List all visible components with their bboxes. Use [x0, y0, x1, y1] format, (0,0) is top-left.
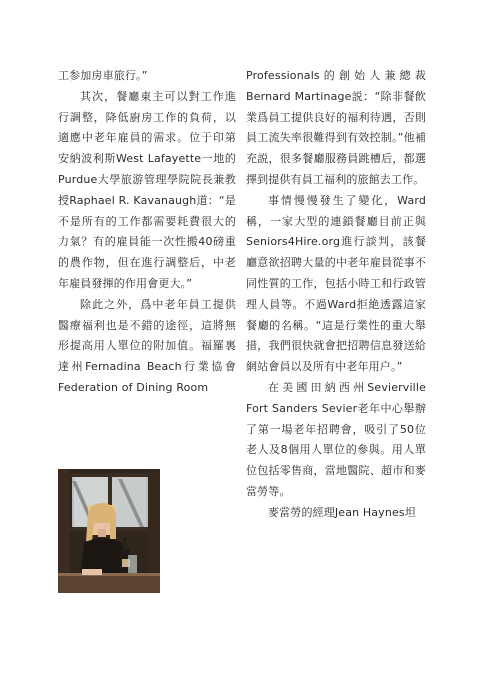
woman-at-bar-photo — [58, 469, 160, 593]
article-right-column — [246, 66, 426, 524]
paragraph-mcdonalds-manager: 麥當勞的經理Jean Haynes坦 — [268, 505, 416, 519]
paragraph-ward-chain-restaurant: 事情慢慢發生了變化，Ward稱，一家大型的連鎖餐廳目前正與Seniors4Hire.org進行談判，該餐廳意欲招聘大量的中老年雇員從事不同性質的工作，包括小時工和行政管理人員等。不過Ward拒絶透露這家餐廳的名稱。“這是行業性的重大舉措，我們很快就會把招聘信息發送給網站會員以及所有中老年用户。” — [246, 193, 426, 374]
paragraph-kitchen-adjustment: 其次，餐廳東主可以對工作進行調整，降低廚房工作的負荷，以適應中老年雇員的需求。位于印第安納波利斯West Lafayette一地的Purdue大學旅游管理學院院長兼教授Raphael R. Kavanaugh道：“是不是所有的工作都需要耗費很大的力氣？有的雇員能一次性搬40磅重的農作物，但在進行調整后，中老年雇員發揮的作用會更大。” — [58, 89, 236, 290]
paragraph-continued: 工参加房車旅行。” — [58, 69, 148, 82]
paragraph-tennessee-job-fair: 在美國田納西州Sevierville Fort Sanders Sevier老年中心舉辦了第一場老年招聘會，吸引了50位老人及8個用人單位的參與。用人單位包括零售商，當地醫院、超市和麥當勞等。 — [246, 380, 426, 498]
paragraph-martinage-quote: Professionals的創始人兼總裁Bernard Martinage説：“除非餐飲業爲員工提供良好的福利待遇，否則員工流失率很難得到有效控制。”他補充説，很多餐廳服務員跳槽后，都選擇到提供有員工福利的旅館去工作。 — [246, 69, 426, 186]
paragraph-medical-benefits: 除此之外，爲中老年員工提供醫療福利也是不錯的途徑，這將無形提高用人單位的附加值。福羅裏達州Fernadina Beach行業協會Federation of Dining Room — [58, 297, 236, 394]
article-left-column — [58, 66, 236, 399]
